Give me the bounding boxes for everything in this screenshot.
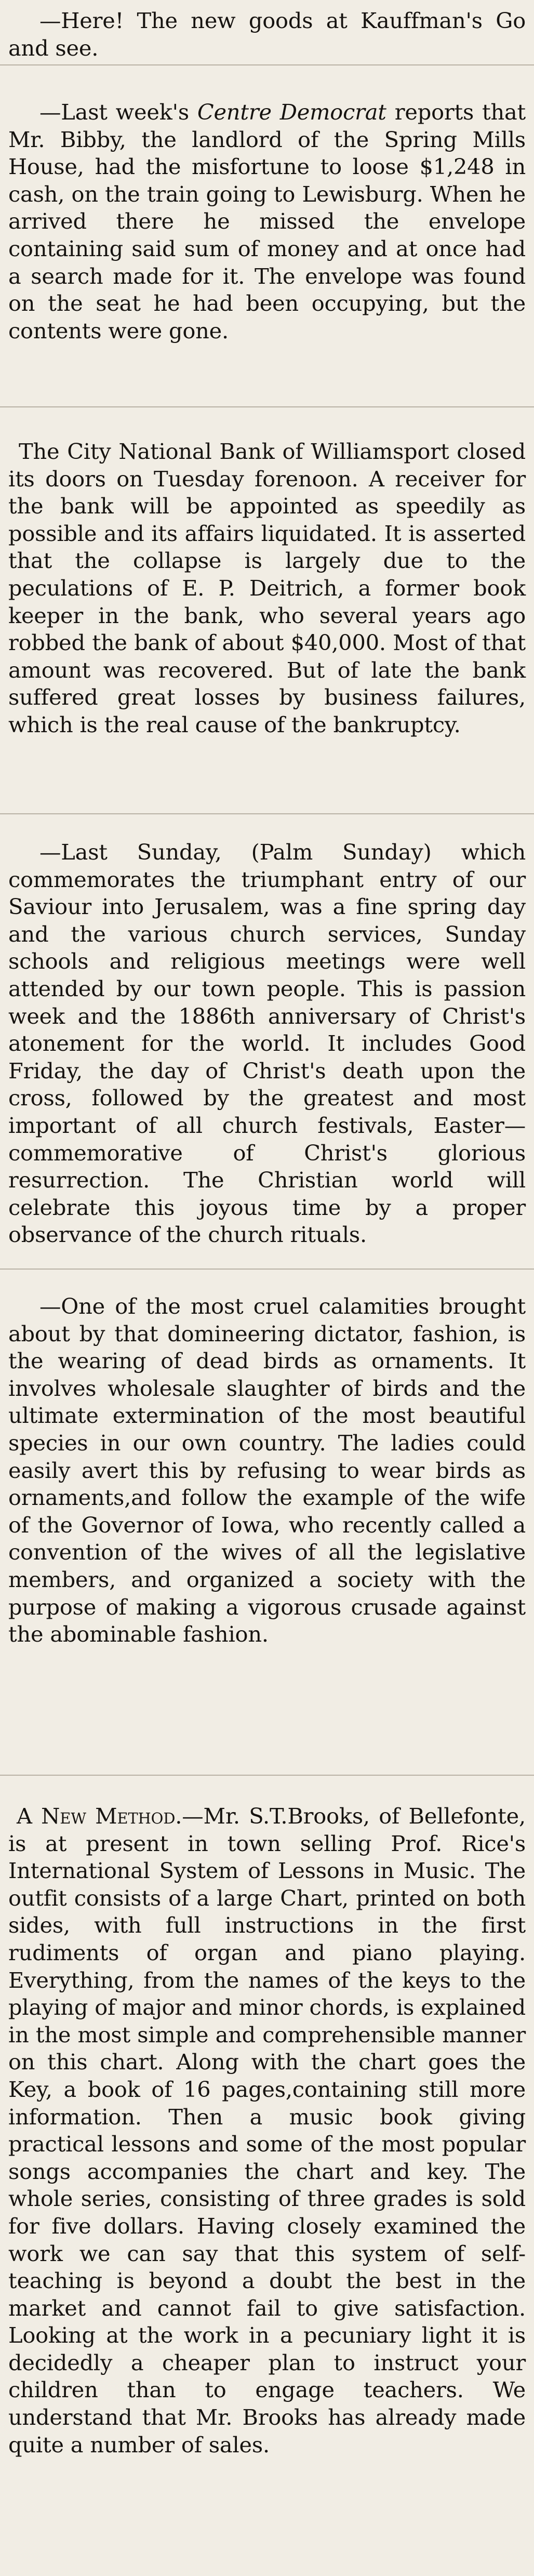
column-rule <box>0 1775 534 1776</box>
news-item-heading: A New Method. <box>17 1803 182 1829</box>
news-item-body: —Mr. S.T.Brooks, of Bellefonte, is at present in town selling Prof. Rice's International System of Lessons in Music. The outfit consists of a large Chart, printed on both sides, with full instructions in the first rudiments of organ and piano playing. Everything, from the names of the keys to the playing of major and minor chords, is explained in the most simple and comprehensible manner on this chart. Along with the chart goes the Key, a book of 16 pages,containing still more information. Then a music book giving practical lessons and some of the most popular songs accompanies the chart and key. The whole series, consisting of three grades is sold for five dollars. Having closely examined the work we can say that this system of self-teaching is beyond a doubt the best in the market and cannot fail to give satisfaction. Looking at the work in a pecuniary light it is decidedly a cheaper plan to instruct your children than to engage teachers. We understand that Mr. Brooks has already made quite a number of sales. <box>8 1803 526 2458</box>
news-item-mr-bibby <box>8 99 526 345</box>
column-rule <box>0 1269 534 1270</box>
column-rule <box>0 64 534 65</box>
column-rule <box>0 406 534 407</box>
news-item-city-national-bank <box>8 438 526 739</box>
news-item-lead: —Last week's <box>39 99 197 125</box>
newspaper-name: Centre Democrat <box>197 99 386 125</box>
column-rule <box>0 813 534 814</box>
news-item-palm-sunday <box>8 839 526 1249</box>
news-item-text <box>8 99 526 345</box>
news-item-text: —Here! The new goods at Kauffman's Go and see. <box>8 8 526 61</box>
news-item-rest: reports that Mr. Bibby, the landlord of the Spring Mills House, had the misfortune to loose $1,248 in cash, on the train going to Lewisburg. When he arrived there he missed the envelope containing said sum of money and at once had a search made for it. The envelope was found on the seat he had been occupying, but the contents were gone. <box>8 99 526 344</box>
news-item-text: —Last Sunday, (Palm Sunday) which commemorates the triumphant entry of our Saviour into Jerusalem, was a fine spring day and the various church services, Sunday schools and religious meetings were well attended by our town people. This is passion week and the 1886th anniversary of Christ's atonement for the world. It includes Good Friday, the day of Christ's death upon the cross, followed by the greatest and most important of all church festivals, Easter—commemorative of Christ's glorious resurrection. The Christian world will celebrate this joyous time by a proper observance of the church rituals. <box>8 839 526 1248</box>
news-item-cruel-calamities <box>8 1293 526 1648</box>
news-item-text: The City National Bank of Williamsport closed its doors on Tuesday forenoon. A receiver for the bank will be appointed as speedily as possible and its affairs liquidated. It is asserted that the collapse is largely due to the peculations of E. P. Deitrich, a former book keeper in the bank, who several years ago robbed the bank of about $40,000. Most of that amount was recovered. But of late the bank suffered great losses by business failures, which is the real cause of the bankruptcy. <box>8 439 526 737</box>
news-item-new-method <box>8 1803 526 2459</box>
news-item-text <box>8 1803 526 2459</box>
news-item-text: —One of the most cruel calamities brought about by that domineering dictator, fashion, is the wearing of dead birds as ornaments. It involves wholesale slaughter of birds and the ultimate extermination of the most beautiful species in our own country. The ladies could easily avert this by refusing to wear birds as ornaments,and follow the example of the wife of the Governor of Iowa, who recently called a convention of the wives of all the legislative members, and organized a society with the purpose of making a vigorous crusade against the abominable fashion. <box>8 1293 526 1647</box>
news-item-kauffmans <box>8 7 526 62</box>
